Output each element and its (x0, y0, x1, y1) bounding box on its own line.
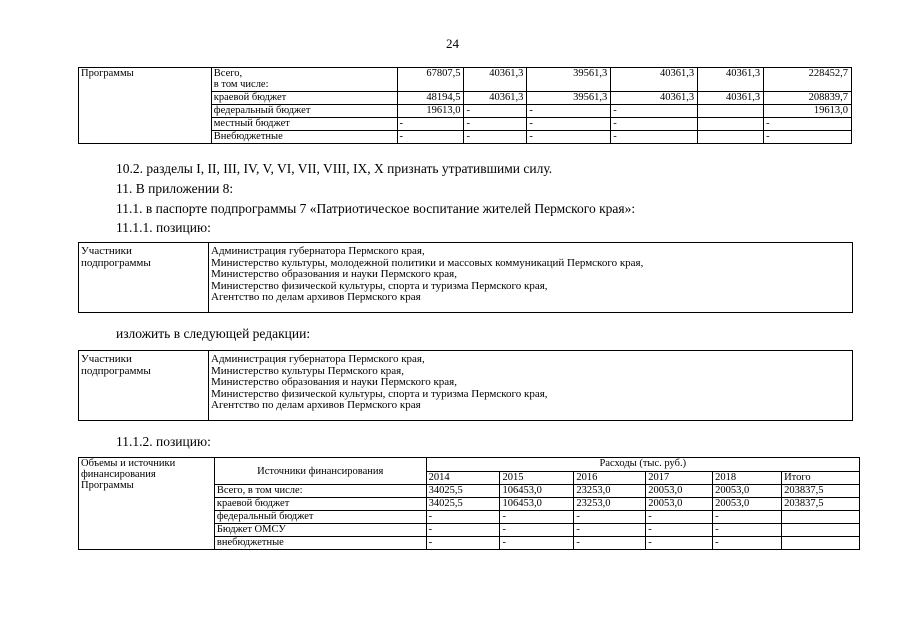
value-cell: - (611, 118, 698, 131)
value-cell: 20053,0 (646, 498, 713, 511)
paragraph-11: 11. В приложении 8: (116, 181, 234, 196)
table-row (79, 458, 860, 472)
value-cell: - (764, 118, 852, 131)
value-cell: 106453,0 (500, 485, 574, 498)
year-header: 2015 (500, 472, 574, 485)
participants-box-new (78, 350, 853, 421)
source-cell: Бюджет ОМСУ (214, 524, 426, 537)
source-cell: федеральный бюджет (211, 105, 397, 118)
value-cell: 40361,3 (611, 68, 698, 92)
value-cell (698, 118, 764, 131)
value-cell: - (397, 131, 464, 144)
value-cell (782, 511, 860, 524)
year-header: 2017 (646, 472, 713, 485)
value-cell: 19613,0 (397, 105, 464, 118)
expenses-header: Расходы (тыс. руб.) (426, 458, 859, 472)
row-label: Программы (79, 68, 212, 144)
value-cell: - (713, 537, 782, 550)
value-cell: 23253,0 (574, 498, 646, 511)
value-cell: 34025,5 (426, 485, 500, 498)
list-item: Министерство культуры, молодежной политики и массовых коммуникаций Пермского края, (211, 256, 644, 269)
source-cell: краевой бюджет (214, 498, 426, 511)
paragraph-11-1: 11.1. в паспорте подпрограммы 7 «Патриотическое воспитание жителей Пермского края»: (116, 201, 636, 216)
value-cell: - (397, 118, 464, 131)
value-cell: 40361,3 (698, 68, 764, 92)
value-cell (782, 524, 860, 537)
value-cell: 203837,5 (782, 498, 860, 511)
value-cell: - (646, 511, 713, 524)
value-cell: - (574, 524, 646, 537)
value-cell: - (611, 105, 698, 118)
value-cell: - (574, 537, 646, 550)
value-cell: - (713, 524, 782, 537)
list-item: Министерство образования и науки Пермского края, (211, 376, 457, 388)
source-cell: местный бюджет (211, 118, 397, 131)
value-cell: - (426, 524, 500, 537)
participants-label: Участники подпрограммы (81, 353, 151, 377)
paragraph-11-1-2: 11.1.2. позицию: (116, 434, 211, 449)
source-cell: Внебюджетные (211, 131, 397, 144)
list-item: Агентство по делам архивов Пермского края (211, 291, 421, 303)
value-cell: 39561,3 (527, 92, 611, 105)
value-cell: - (500, 524, 574, 537)
source-cell: краевой бюджет (211, 92, 397, 105)
value-cell: 40361,3 (464, 92, 527, 105)
value-cell: - (500, 537, 574, 550)
value-cell: 208839,7 (764, 92, 852, 105)
value-cell: - (464, 131, 527, 144)
list-item: Министерство физической культуры, спорта и туризма Пермского края, (211, 387, 548, 400)
value-cell: 20053,0 (713, 498, 782, 511)
year-header: 2018 (713, 472, 782, 485)
year-header: 2016 (574, 472, 646, 485)
list-item: Министерство культуры Пермского края, (211, 364, 404, 377)
paragraph-new-edition: изложить в следующей редакции: (116, 326, 311, 341)
list-item: Администрация губернатора Пермского края, (211, 245, 425, 257)
source-cell: Всего, в том числе: (214, 485, 426, 498)
value-cell: 40361,3 (611, 92, 698, 105)
value-cell: - (426, 511, 500, 524)
paragraph-11-1-1: 11.1.1. позицию: (116, 220, 211, 235)
value-cell: - (426, 537, 500, 550)
financing-table-programs (78, 67, 852, 144)
value-cell (782, 537, 860, 550)
value-cell: - (574, 511, 646, 524)
value-cell: 228452,7 (764, 68, 852, 92)
value-cell: - (500, 511, 574, 524)
list-item: Агентство по делам архивов Пермского края (211, 399, 421, 411)
value-cell: - (646, 524, 713, 537)
participants-box-old (78, 242, 853, 313)
value-cell (698, 131, 764, 144)
value-cell: 34025,5 (426, 498, 500, 511)
source-cell: внебюджетные (214, 537, 426, 550)
paragraph-10-2: 10.2. разделы I, II, III, IV, V, VI, VII, VIII, IX, X признать утратившими силу. (116, 161, 553, 176)
row-label: Объемы и источники финансирования Программы (79, 458, 215, 550)
value-cell: 40361,3 (464, 68, 527, 92)
page-number: 24 (446, 36, 459, 51)
value-cell (698, 105, 764, 118)
value-cell: 48194,5 (397, 92, 464, 105)
divider (208, 243, 209, 312)
value-cell: - (713, 511, 782, 524)
value-cell: - (611, 131, 698, 144)
participants-label: Участники подпрограммы (81, 245, 151, 269)
value-cell: - (464, 105, 527, 118)
list-item: Министерство образования и науки Пермского края, (211, 268, 457, 280)
participants-list (211, 246, 643, 304)
value-cell: - (464, 118, 527, 131)
year-header: Итого (782, 472, 860, 485)
list-item: Администрация губернатора Пермского края, (211, 353, 425, 365)
participants-list (211, 354, 548, 412)
value-cell: 39561,3 (527, 68, 611, 92)
source-cell: федеральный бюджет (214, 511, 426, 524)
value-cell: - (527, 105, 611, 118)
value-cell: 20053,0 (713, 485, 782, 498)
value-cell: 67807,5 (397, 68, 464, 92)
divider (208, 351, 209, 420)
value-cell: 19613,0 (764, 105, 852, 118)
year-header: 2014 (426, 472, 500, 485)
list-item: Министерство физической культуры, спорта и туризма Пермского края, (211, 279, 548, 292)
value-cell: - (527, 131, 611, 144)
value-cell: - (764, 131, 852, 144)
value-cell: - (646, 537, 713, 550)
financing-table-subprogram (78, 457, 860, 550)
sources-header: Источники финансирования (214, 458, 426, 485)
value-cell: 23253,0 (574, 485, 646, 498)
table-row (79, 68, 852, 92)
value-cell: 203837,5 (782, 485, 860, 498)
value-cell: - (527, 118, 611, 131)
value-cell: 20053,0 (646, 485, 713, 498)
source-cell: Всего, в том числе: (211, 68, 397, 92)
value-cell: 40361,3 (698, 92, 764, 105)
value-cell: 106453,0 (500, 498, 574, 511)
